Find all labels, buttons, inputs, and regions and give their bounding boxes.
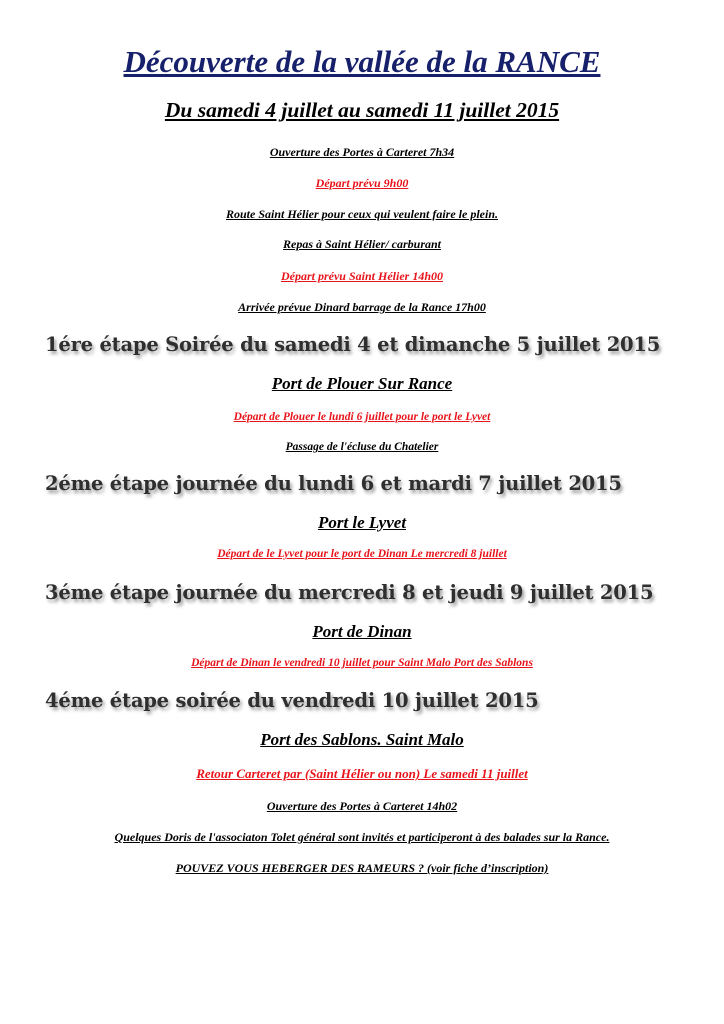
stage-3-port: Port de Dinan [312,622,412,641]
hosting-request: POUVEZ VOUS HEBERGER DES RAMEURS ? (voir fiche d’inscription) [175,861,549,875]
page-subtitle: Du samedi 4 juillet au samedi 11 juillet 2015 [164,98,560,122]
stage-4-port: Port des Sablons. Saint Malo [260,730,464,749]
meal-saint-helier: Repas à Saint Hélier/ carburant [282,237,442,251]
stage-1-lock-note: Passage de l'écluse du Chatelier [285,441,439,453]
stage-2-port: Port le Lyvet [317,513,407,532]
planned-departure: Départ prévu 9h00 [315,176,409,190]
stage-3-departure: Départ de Dinan le vendredi 10 juillet pour Saint Malo Port des Sablons [191,657,533,669]
opening-carteret-return: Ouverture des Portes à Carteret 14h02 [266,799,458,813]
stage-1-departure: Départ de Plouer le lundi 6 juillet pour le port le Lyvet [233,411,491,423]
doris-note: Quelques Doris de l'associaton Tolet général sont invités et participeront à des balades sur la Rance. [114,830,610,844]
route-saint-helier: Route Saint Hélier pour ceux qui veulent faire le plein. [225,207,498,221]
stage-1-port: Port de Plouer Sur Rance [271,374,453,393]
stage-2-heading: 2éme étape journée du lundi 6 et mardi 7 juillet 2015 [45,472,622,495]
stage-2-departure: Départ de le Lyvet pour le port de Dinan Le mercredi 8 juillet [217,548,507,560]
page-title: Découverte de la vallée de la RANCE [123,44,601,79]
return-carteret: Retour Carteret par (Saint Hélier ou non) Le samedi 11 juillet [196,766,528,781]
stage-4-heading: 4éme étape soirée du vendredi 10 juillet 2015 [45,689,539,712]
stage-1-heading: 1ére étape Soirée du samedi 4 et dimanche 5 juillet 2015 [45,333,661,356]
opening-carteret: Ouverture des Portes à Carteret 7h34 [269,145,455,159]
stage-3-heading: 3éme étape journée du mercredi 8 et jeudi 9 juillet 2015 [45,581,654,604]
arrival-dinard: Arrivée prévue Dinard barrage de la Rance 17h00 [238,300,486,314]
departure-saint-helier: Départ prévu Saint Hélier 14h00 [280,269,443,283]
